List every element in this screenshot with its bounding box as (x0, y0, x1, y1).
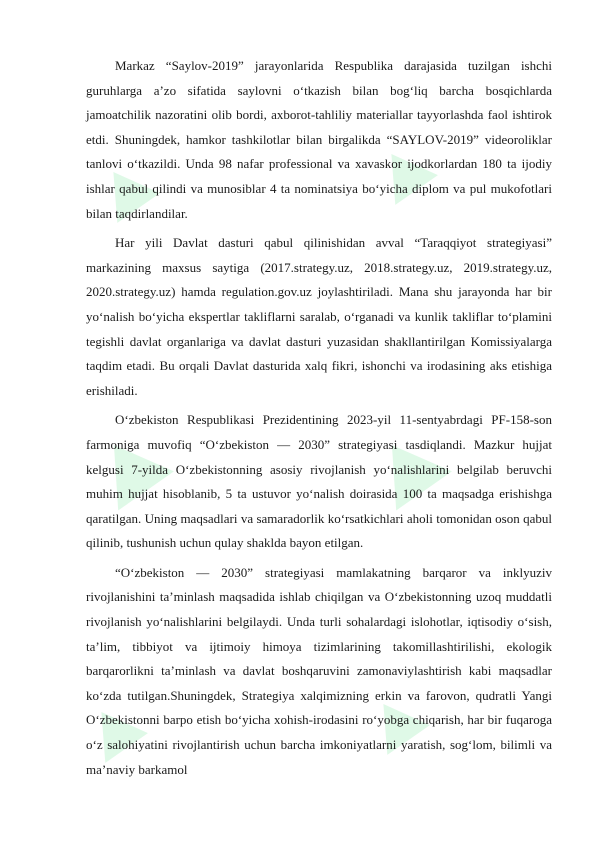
body-text (86, 54, 552, 787)
paragraph: Markaz “Saylov-2019” jarayonlarida Respublika darajasida tuzilgan ishchi guruhlarga a’zo sifatida saylovni o‘tkazish bilan bog‘liq barcha bosqichlarda jamoatchilik nazoratini olib bordi, axborot-tahliliy materiallar tayyorlashda faol ishtirok etdi. Shuningdek, hamkor tashkilotlar bilan birgalikda “SAYLOV-2019” videoroliklar tanlovi o‘tkazildi. Unda 98 nafar professional va xavaskor ijodkorlardan 180 ta ijodiy ishlar qabul qilindi va munosiblar 4 ta nominatsiya bo‘yicha diplom va pul mukofotlari bilan taqdirlandilar. (86, 58, 552, 221)
paragraph: “O‘zbekiston — 2030” strategiyasi mamlakatning barqaror va inklyuziv rivojlanishini ta’minlash maqsadida ishlab chiqilgan va O‘zbekistonning uzoq muddatli rivojlanish yo‘nalishlarini belgilaydi. Unda turli sohalardagi islohotlar, iqtisodiy o‘sish, ta’lim, tibbiyot va ijtimoiy himoya tizimlarining takomillashtirilishi, ekologik barqarorlikni ta’minlash va davlat boshqaruvini zamonaviylashtirish kabi maqsadlar ko‘zda tutilgan.Shuningdek, Strategiya xalqimizning erkin va farovon, qudratli Yangi O‘zbekistonni barpo etish bo‘yicha xohish-irodasini ro‘yobga chiqarish, har bir fuqaroga o‘z salohiyatini rivojlantirish uchun barcha imkoniyatlarni yaratish, sog‘lom, bilimli va ma’naviy barkamol (86, 564, 552, 777)
paragraph: O‘zbekiston Respublikasi Prezidentining 2023-yil 11-sentyabrdagi PF-158-son farmoniga muvofiq “O‘zbekiston — 2030” strategiyasi tasdiqlandi. Mazkur hujjat kelgusi 7-yilda O‘zbekistonning asosiy rivojlanish yo‘nalishlarini belgilab beruvchi muhim hujjat hisoblanib, 5 ta ustuvor yo‘nalish doirasida 100 ta maqsadga erishishga qaratilgan. Uning maqsadlari va samaradorlik ko‘rsatkichlari aholi tomonidan oson qabul qilinib, tushunish uchun qulay shaklda bayon etilgan. (86, 412, 552, 551)
paragraph: Har yili Davlat dasturi qabul qilinishidan avval “Taraqqiyot strategiyasi” markazining maxsus saytiga (2017.strategy.uz, 2018.strategy.uz, 2019.strategy.uz, 2020.strategy.uz) hamda regulation.gov.uz joylashtiriladi. Mana shu jarayonda har bir yo‘nalish bo‘yicha ekspertlar takliflarni saralab, o‘rganadi va kunlik takliflar to‘plamini tegishli davlat organlariga va davlat dasturi yuzasidan shakllantirilgan Komissiyalarga taqdim etadi. Bu orqali Davlat dasturida xalq fikri, ishonchi va irodasining aks etishiga erishiladi. (86, 235, 552, 398)
